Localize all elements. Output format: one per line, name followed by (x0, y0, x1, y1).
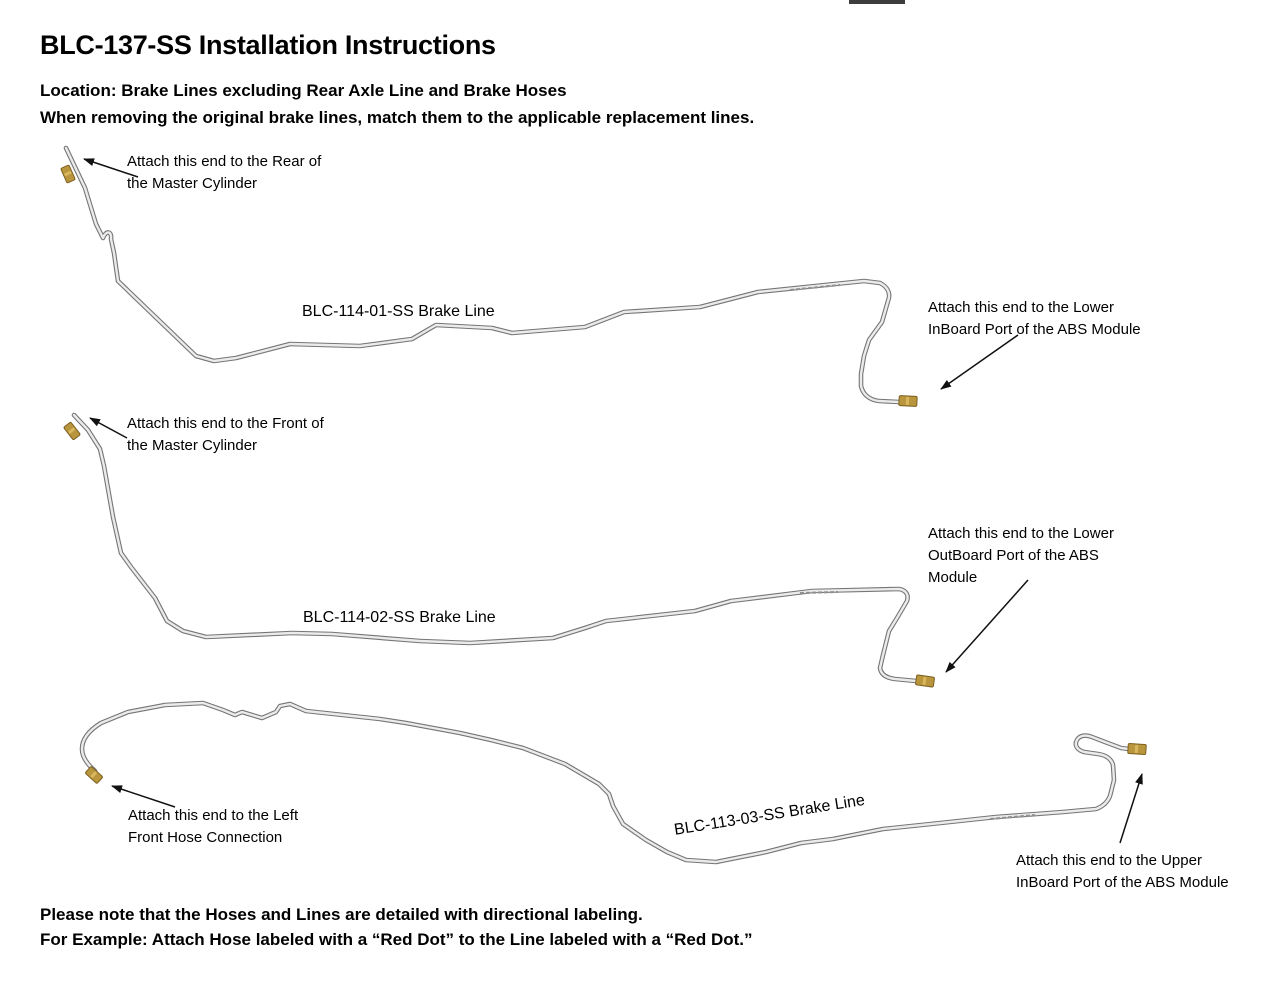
annotation-line: OutBoard Port of the ABS (928, 547, 1099, 564)
annotation-line: Attach this end to the Upper (1016, 852, 1202, 869)
annotation-upper-inboard-port (1016, 850, 1229, 894)
arrow-to-front-master-cylinder (90, 418, 127, 438)
footer-note-line-2: For Example: Attach Hose labeled with a “Red Dot” to the Line labeled with a “Red Dot.” (40, 930, 753, 949)
annotation-line: Module (928, 569, 978, 586)
annotation-front-master-cylinder (127, 413, 324, 457)
arrow-to-left-front-hose (112, 786, 175, 807)
annotation-rear-master-cylinder (127, 151, 321, 195)
annotation-lower-outboard-port (928, 523, 1114, 589)
brake-fitting-line2-start (64, 422, 81, 440)
footer-note (40, 902, 753, 952)
annotation-line: Front Hose Connection (128, 829, 283, 846)
annotation-line: Attach this end to the Front of (127, 415, 324, 432)
arrow-to-lower-outboard-port (946, 580, 1028, 672)
annotation-line: Attach this end to the Lower (928, 299, 1114, 316)
brake-fitting-line3-end (1128, 743, 1147, 754)
arrow-to-lower-inboard-port (941, 335, 1018, 389)
annotation-line: the Master Cylinder (127, 437, 258, 454)
annotation-line: InBoard Port of the ABS Module (928, 321, 1141, 338)
brake-fitting-line1-end (899, 396, 917, 407)
annotation-line: the Master Cylinder (127, 175, 258, 192)
annotation-line: Attach this end to the Left (128, 807, 299, 824)
brake-line-2-label: BLC-114-02-SS Brake Line (303, 609, 496, 626)
annotation-lower-inboard-port (928, 297, 1141, 341)
annotation-left-front-hose (128, 805, 298, 849)
location-line: Location: Brake Lines excluding Rear Axle Line and Brake Hoses (40, 81, 567, 100)
annotation-line: InBoard Port of the ABS Module (1016, 874, 1229, 891)
footer-note-line-1: Please note that the Hoses and Lines are detailed with directional labeling. (40, 905, 643, 924)
annotation-line: Attach this end to the Rear of (127, 153, 322, 170)
brake-line-3-label: BLC-113-03-SS Brake Line (673, 791, 866, 839)
arrow-to-upper-inboard-port (1120, 774, 1142, 843)
brake-fitting-line2-end (915, 675, 934, 687)
instruction-line: When removing the original brake lines, match them to the applicable replacement lines. (40, 108, 755, 127)
annotation-line: Attach this end to the Lower (928, 525, 1114, 542)
page-title: BLC-137-SS Installation Instructions (40, 30, 496, 60)
brake-fitting-line3-start (85, 766, 103, 783)
brake-line-1-label: BLC-114-01-SS Brake Line (302, 303, 495, 320)
